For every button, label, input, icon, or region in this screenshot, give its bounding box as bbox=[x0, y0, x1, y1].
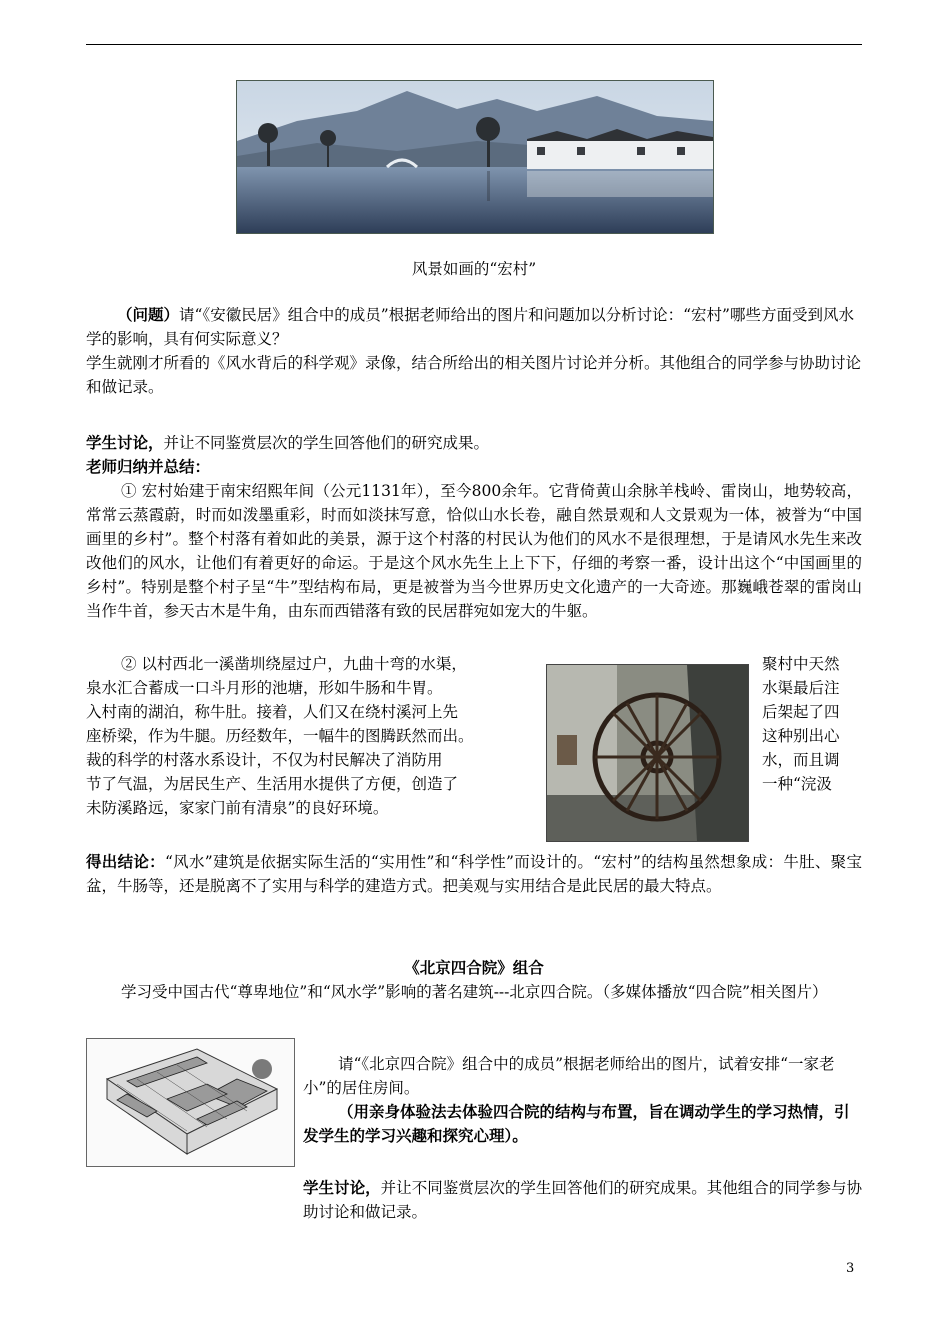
para2-line-7-left: 未防溪路远，家家门前有清泉”的良好环境。 bbox=[86, 799, 389, 817]
para2-line-4-left: 座桥梁，作为牛腿。历经数年，一幅牛的图腾跃然而出。 bbox=[86, 727, 474, 745]
discussion-label: 学生讨论， bbox=[86, 433, 164, 452]
teacher-summary-label: 老师归纳并总结： bbox=[86, 457, 211, 476]
question-text: 请“《安徽民居》组合中的成员”根据老师给出的图片和问题加以分析讨论：“宏村”哪些方面受到风水学的影响，具有何实际意义？ bbox=[86, 306, 854, 348]
question-paragraph bbox=[86, 303, 862, 351]
page-number: 3 bbox=[846, 1261, 855, 1276]
question-label: （问题） bbox=[117, 305, 180, 324]
siheyuan-method-paragraph: （用亲身体验法去体验四合院的结构与布置，旨在调动学生的学习热情，引发学生的学习兴趣和探究心理）。 bbox=[303, 1102, 850, 1145]
summary-paragraph-1: ① 宏村始建于南宋绍熙年间（公元1131年），至今800余年。它背倚黄山余脉羊栈岭、雷岗山，地势较高，常常云蒸霞蔚，时而如泼墨重彩，时而如淡抹写意，恰似山水长卷，融自然景观和人文景观为一体，被誉为“中国画里的乡村”。整个村落有着如此的美景，源于这个村落的村民认为他们的风水不是很理想，于是请风水先生来改改他们的风水，让他们有着更好的命运。于是这个风水先生上上下下，仔细的考察一番，设计出这个“中国画里的乡村”。特别是整个村子呈“牛”型结构布局，更是被誉为当今世界历史文化遗产的一大奇迹。那巍峨苍翠的雷岗山当作牛首，参天古木是牛角，由东而西错落有致的民居群宛如宠大的牛躯。 bbox=[86, 482, 862, 620]
para2-line-1-left: ② 以村西北一溪凿圳绕屋过户，九曲十弯的水渠， bbox=[121, 655, 467, 673]
para2-line-6-right: 一种“浣汲 bbox=[762, 775, 832, 793]
section-intro-paragraph: 学习受中国古代“尊卑地位”和“风水学”影响的著名建筑---北京四合院。（多媒体播放“四合院”相关图片） bbox=[121, 983, 828, 1001]
video-discussion-paragraph: 学生就刚才所看的《风水背后的科学观》录像，结合所给出的相关图片讨论并分析。其他组合的同学参与协助讨论和做记录。 bbox=[86, 354, 862, 396]
discussion-2-label: 学生讨论， bbox=[303, 1178, 381, 1197]
para2-line-6-left: 节了气温，为居民生产、生活用水提供了方便，创造了 bbox=[86, 775, 459, 793]
discussion-text: 并让不同鉴赏层次的学生回答他们的研究成果。 bbox=[163, 434, 490, 452]
section-heading: 《北京四合院》组合 bbox=[404, 958, 544, 977]
discussion-2-text: 并让不同鉴赏层次的学生回答他们的研究成果。其他组合的同学参与协助讨论和做记录。 bbox=[303, 1179, 862, 1221]
hongcun-photo bbox=[236, 80, 714, 234]
siheyuan-task-paragraph: 请“《北京四合院》组合中的成员”根据老师给出的图片，试着安排“一家老小”的居住房间。 bbox=[303, 1055, 835, 1097]
para2-line-3-right: 后架起了四 bbox=[762, 703, 840, 721]
conclusion-paragraph bbox=[86, 850, 862, 898]
conclusion-text: “风水”建筑是依据实际生活的“实用性”和“科学性”而设计的。“宏村”的结构虽然想象成：牛肚、聚宝盆，牛肠等，还是脱离不了实用与科学的建造方式。把美观与实用结合是此民居的最大特点。 bbox=[86, 853, 862, 895]
para2-line-4-right: 这种别出心 bbox=[762, 727, 840, 745]
student-discussion-paragraph bbox=[86, 431, 862, 455]
para2-line-2-right: 水渠最后注 bbox=[762, 679, 840, 697]
water-wheel-photo bbox=[546, 664, 749, 842]
para2-line-3-left: 入村南的湖泊，称牛肚。接着，人们又在绕村溪河上先 bbox=[86, 703, 459, 721]
header-rule bbox=[86, 44, 862, 45]
para2-line-5-left: 裁的科学的村落水系设计，不仅为村民解决了消防用 bbox=[86, 751, 443, 769]
siheyuan-drawing bbox=[86, 1038, 295, 1167]
photo-caption: 风景如画的“宏村” bbox=[411, 260, 537, 278]
para2-line-1-right: 聚村中天然 bbox=[762, 655, 840, 673]
conclusion-label: 得出结论： bbox=[86, 852, 165, 871]
para2-line-5-right: 水，而且调 bbox=[762, 751, 840, 769]
para2-line-2-left: 泉水汇合蓄成一口斗月形的池塘，形如牛肠和牛胃。 bbox=[86, 679, 443, 697]
student-discussion-2-paragraph bbox=[303, 1176, 862, 1224]
